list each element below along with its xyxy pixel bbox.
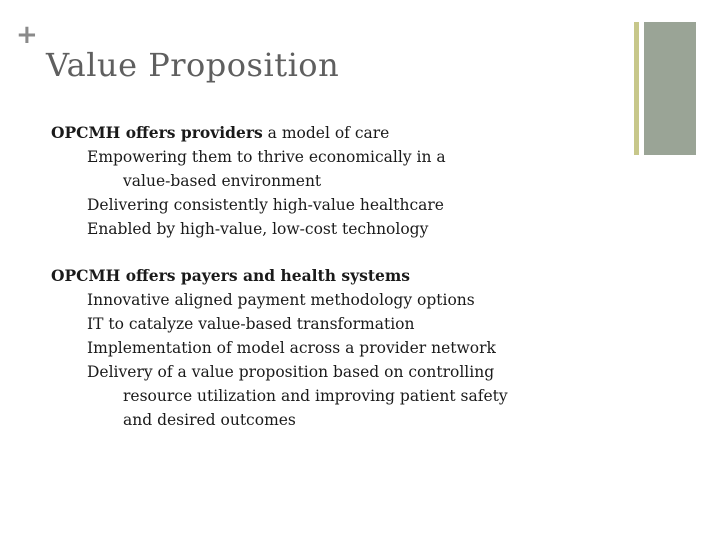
- providers-heading-rest: a model of care: [262, 124, 390, 142]
- accent-block: [644, 22, 696, 155]
- slide-body: [51, 121, 611, 432]
- payers-bullet: Implementation of model across a provider network: [87, 339, 496, 357]
- payers-bullet: Delivery of a value proposition based on controlling: [87, 363, 495, 381]
- payers-bullet: IT to catalyze value-based transformation: [87, 315, 415, 333]
- payers-heading: OPCMH offers payers and health systems: [51, 266, 410, 285]
- payers-bullet-continuation: resource utilization and improving patient safety: [123, 387, 508, 405]
- accent-thin-bar: [634, 22, 639, 155]
- providers-bullet: Empowering them to thrive economically in a: [87, 148, 446, 166]
- providers-heading: [51, 121, 611, 145]
- plus-icon: +: [16, 20, 38, 50]
- providers-bullet: Delivering consistently high-value healthcare: [87, 196, 444, 214]
- providers-heading-bold: OPCMH offers providers: [51, 123, 263, 142]
- providers-bullet-continuation: value-based environment: [123, 172, 322, 190]
- providers-bullet: Enabled by high-value, low-cost technology: [87, 220, 429, 238]
- payers-bullet: Innovative aligned payment methodology options: [87, 291, 475, 309]
- slide-title: Value Proposition: [46, 46, 340, 84]
- payers-bullet-continuation: and desired outcomes: [123, 411, 296, 429]
- section-gap: [51, 241, 611, 264]
